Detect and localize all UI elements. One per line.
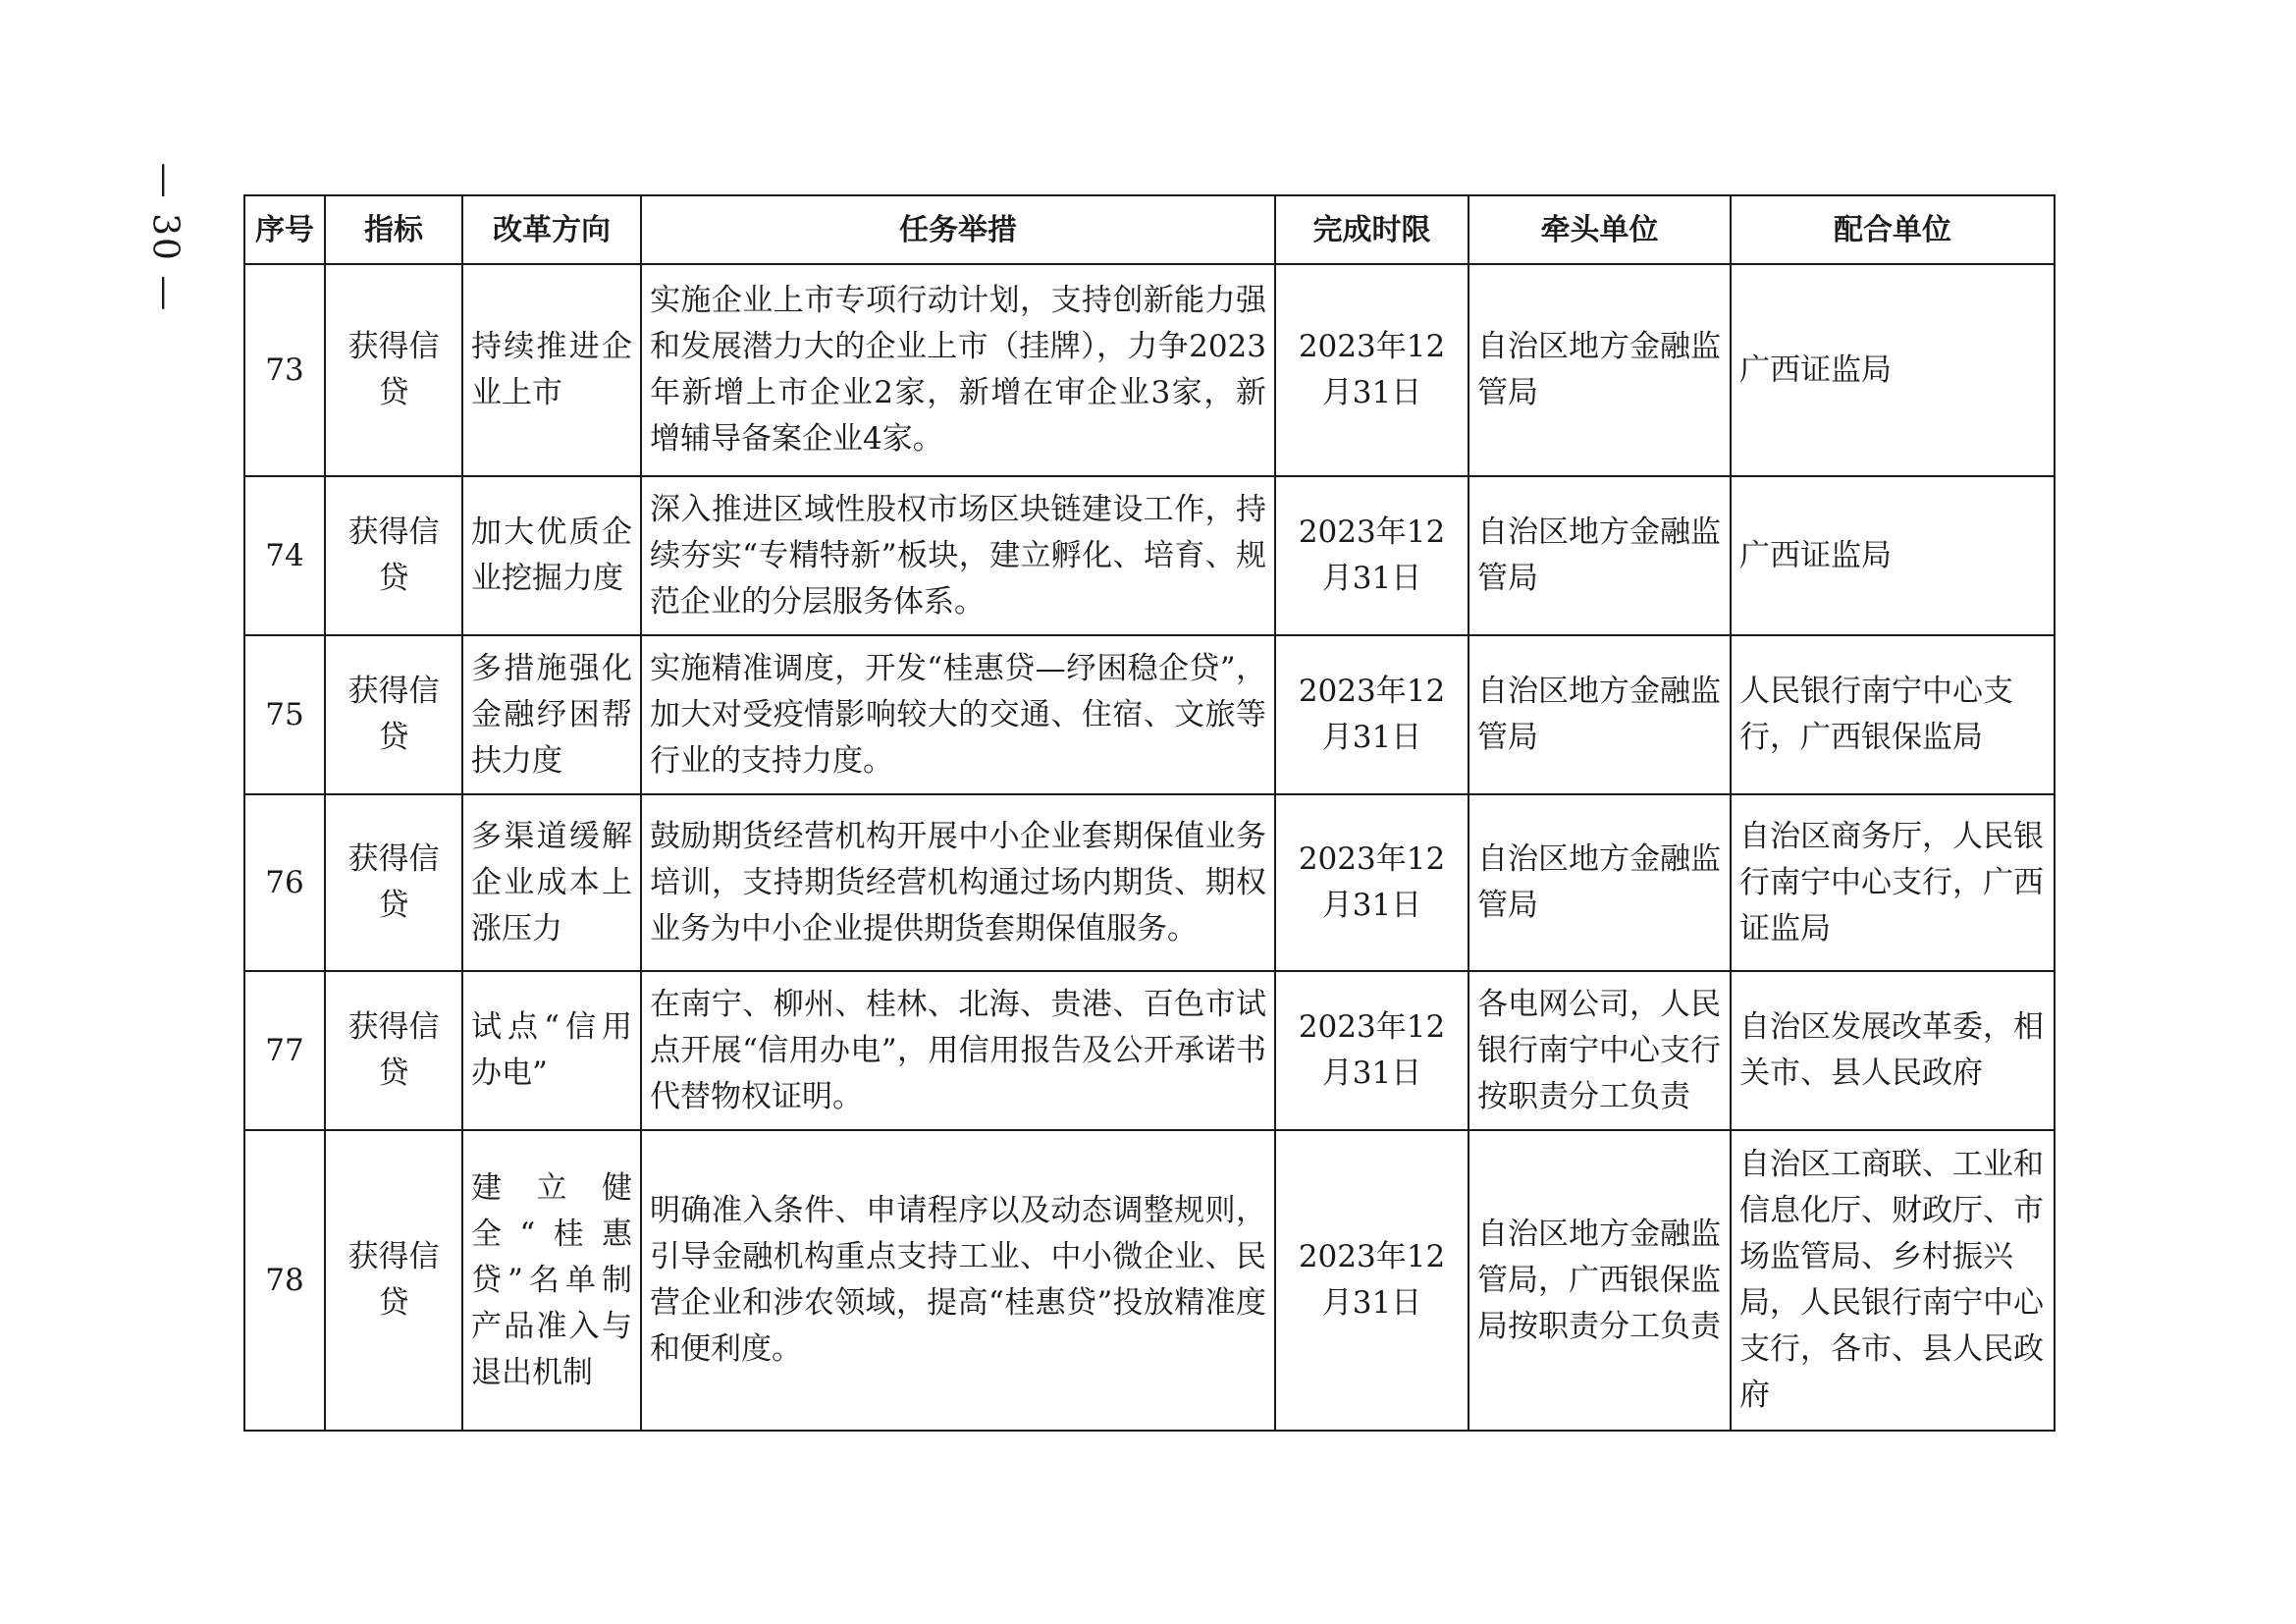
cell-reform-direction: 加大优质企业挖掘力度 (462, 476, 641, 635)
cell-cooperating-units: 广西证监局 (1731, 264, 2055, 476)
cell-serial-no: 78 (244, 1130, 325, 1431)
cell-deadline: 2023年12月31日 (1275, 794, 1468, 971)
cell-task-measures: 在南宁、柳州、桂林、北海、贵港、百色市试点开展“信用办电”，用信用报告及公开承诺书代替物权证明。 (641, 971, 1275, 1130)
header-indicator: 指标 (325, 195, 462, 264)
table-row (244, 971, 2055, 1130)
cell-task-measures: 明确准入条件、申请程序以及动态调整规则，引导金融机构重点支持工业、中小微企业、民营企业和涉农领域，提高“桂惠贷”投放精准度和便利度。 (641, 1130, 1275, 1431)
cell-task-measures: 实施企业上市专项行动计划，支持创新能力强和发展潜力大的企业上市（挂牌），力争2023年新增上市企业2家，新增在审企业3家，新增辅导备案企业4家。 (641, 264, 1275, 476)
cell-cooperating-units: 广西证监局 (1731, 476, 2055, 635)
header-lead-unit: 牵头单位 (1468, 195, 1731, 264)
cell-indicator: 获得信贷 (325, 635, 462, 794)
header-task-measures: 任务举措 (641, 195, 1275, 264)
table-row (244, 794, 2055, 971)
cell-deadline: 2023年12月31日 (1275, 1130, 1468, 1431)
cell-cooperating-units: 自治区发展改革委，相关市、县人民政府 (1731, 971, 2055, 1130)
cell-lead-unit: 自治区地方金融监管局，广西银保监局按职责分工负责 (1468, 1130, 1731, 1431)
header-serial-no: 序号 (244, 195, 325, 264)
cell-cooperating-units: 自治区商务厅，人民银行南宁中心支行，广西证监局 (1731, 794, 2055, 971)
table-row (244, 264, 2055, 476)
cell-lead-unit: 各电网公司，人民银行南宁中心支行按职责分工负责 (1468, 971, 1731, 1130)
cell-reform-direction: 持续推进企业上市 (462, 264, 641, 476)
cell-indicator: 获得信贷 (325, 971, 462, 1130)
cell-indicator: 获得信贷 (325, 794, 462, 971)
cell-serial-no: 77 (244, 971, 325, 1130)
cell-task-measures: 鼓励期货经营机构开展中小企业套期保值业务培训，支持期货经营机构通过场内期货、期权业务为中小企业提供期货套期保值服务。 (641, 794, 1275, 971)
cell-deadline: 2023年12月31日 (1275, 476, 1468, 635)
header-reform-direction: 改革方向 (462, 195, 641, 264)
cell-cooperating-units: 人民银行南宁中心支行，广西银保监局 (1731, 635, 2055, 794)
cell-serial-no: 75 (244, 635, 325, 794)
cell-serial-no: 74 (244, 476, 325, 635)
cell-indicator: 获得信贷 (325, 476, 462, 635)
cell-indicator: 获得信贷 (325, 264, 462, 476)
cell-task-measures: 实施精准调度，开发“桂惠贷—纾困稳企贷”，加大对受疫情影响较大的交通、住宿、文旅等行业的支持力度。 (641, 635, 1275, 794)
cell-lead-unit: 自治区地方金融监管局 (1468, 794, 1731, 971)
header-cooperating-units: 配合单位 (1731, 195, 2055, 264)
cell-deadline: 2023年12月31日 (1275, 264, 1468, 476)
cell-lead-unit: 自治区地方金融监管局 (1468, 476, 1731, 635)
cell-lead-unit: 自治区地方金融监管局 (1468, 264, 1731, 476)
cell-lead-unit: 自治区地方金融监管局 (1468, 635, 1731, 794)
cell-task-measures: 深入推进区域性股权市场区块链建设工作，持续夯实“专精特新”板块，建立孵化、培育、规范企业的分层服务体系。 (641, 476, 1275, 635)
cell-reform-direction: 试点“信用办电” (462, 971, 641, 1130)
cell-deadline: 2023年12月31日 (1275, 635, 1468, 794)
cell-reform-direction: 多措施强化金融纾困帮扶力度 (462, 635, 641, 794)
cell-indicator: 获得信贷 (325, 1130, 462, 1431)
header-deadline: 完成时限 (1275, 195, 1468, 264)
cell-serial-no: 76 (244, 794, 325, 971)
reform-task-table (243, 194, 2056, 1432)
page-number: — 30 — (144, 162, 186, 313)
cell-reform-direction: 多渠道缓解企业成本上涨压力 (462, 794, 641, 971)
cell-serial-no: 73 (244, 264, 325, 476)
cell-cooperating-units: 自治区工商联、工业和信息化厅、财政厅、市场监管局、乡村振兴局，人民银行南宁中心支行，各市、县人民政府 (1731, 1130, 2055, 1431)
table-row (244, 635, 2055, 794)
cell-reform-direction: 建立健全“桂惠贷”名单制产品准入与退出机制 (462, 1130, 641, 1431)
table-header-row (244, 195, 2055, 264)
table-row (244, 476, 2055, 635)
cell-deadline: 2023年12月31日 (1275, 971, 1468, 1130)
table-row (244, 1130, 2055, 1431)
